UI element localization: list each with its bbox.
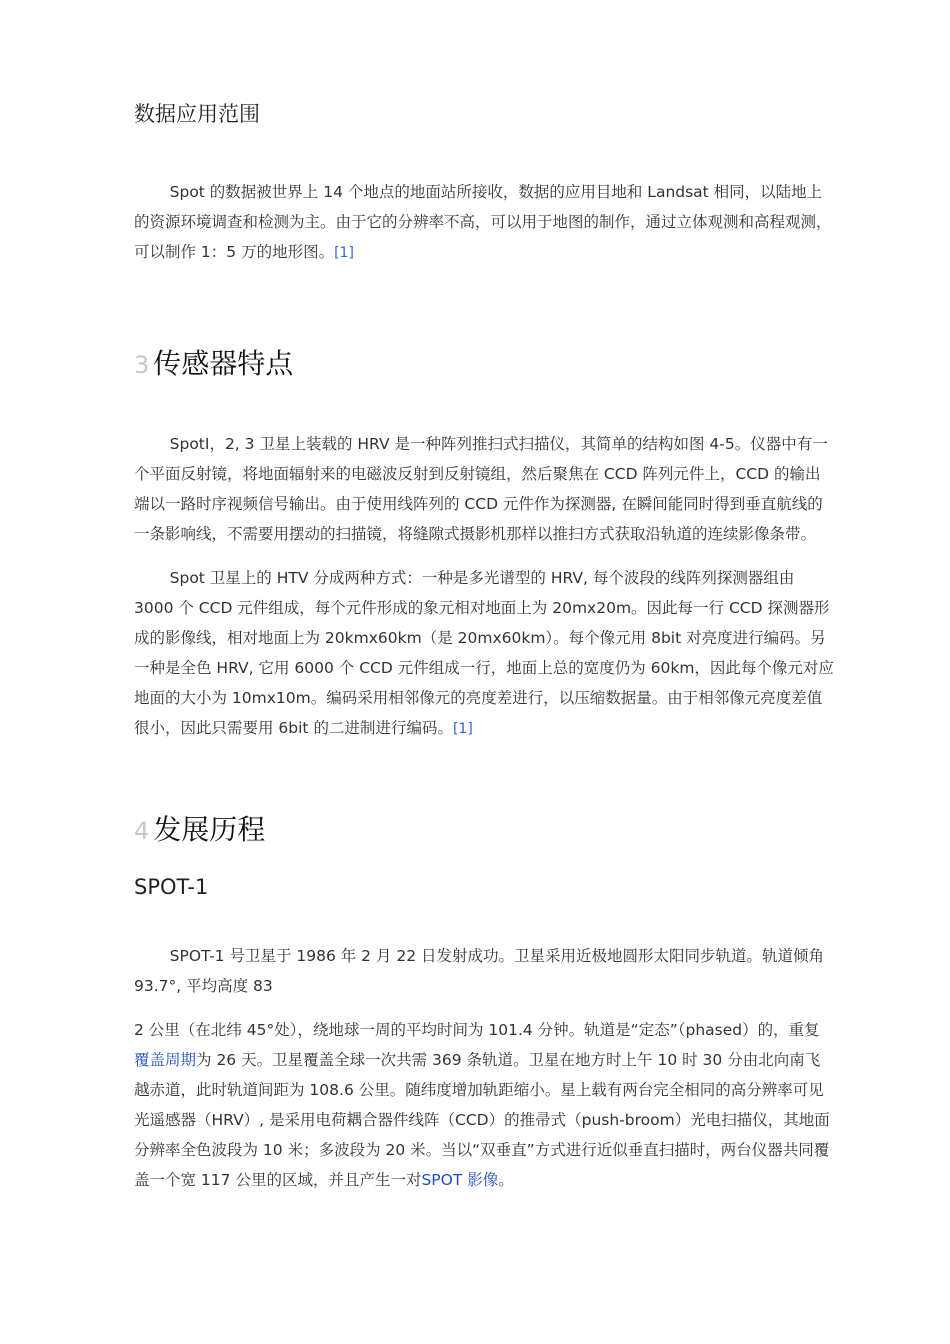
paragraph-text: 2 公里（在北纬 45°处），绕地球一周的平均时间为 101.4 分钟。轨道是“定态”（phased）的，重复 xyxy=(134,1021,820,1039)
heading-data-scope: 数据应用范围 xyxy=(134,102,260,126)
link-coverage-period[interactable]: 覆盖周期 xyxy=(134,1051,197,1069)
paragraph-sensor-1: SpotI，2, 3 卫星上装载的 HRV 是一种阵列推扫式扫描仪，其简单的结构如图 4-5。仪器中有一个平面反射镜，将地面辐射来的电磁波反射到反射镜组，然后聚焦在 CCD 阵列元件上，CCD 的输出端以一路时序视频信号输出。由于使用线阵列的 CCD 元件作为探测器, 在瞬间能同时得到垂直航线的一条影响线，不需要用摆动的扫描镜，将缝隙式摄影机那样以推扫方式获取沿轨道的连续影像条带。 xyxy=(134,435,828,543)
paragraph-text: Spot 卫星上的 HTV 分成两种方式：一种是多光谱型的 HRV, 每个波段的线阵列探测器组由 3000 个 CCD 元件组成，每个元件形成的象元相对地面上为 20mx20m。因此每一行 CCD 探测器形成的影像线，相对地面上为 20kmx60km（是 20mx60km）。每个像元用 8bit 对亮度进行编码。另一种是全色 HRV, 它用 6000 个 CCD 元件组成一行，地面上总的宽度仍为 60km，因此每个像元对应地面的大小为 10mx10m。编码采用相邻像元的亮度差进行，以压缩数据量。由于相邻像元亮度差值很小，因此只需要用 6bit 的二进制进行编码。 xyxy=(134,569,834,737)
link-spot-image[interactable]: SPOT 影像 xyxy=(421,1171,499,1189)
paragraph-spot-1-b xyxy=(134,1015,834,1195)
paragraph-data-scope xyxy=(134,177,834,268)
citation-link[interactable]: [1] xyxy=(334,245,354,261)
section-title: 传感器特点 xyxy=(153,347,294,380)
heading-spot-1: SPOT-1 xyxy=(134,875,209,899)
paragraph-text: Spot 的数据被世界上 14 个地点的地面站所接收，数据的应用目地和 Landsat 相同，以陆地上的资源环境调查和检测为主。由于它的分辨率不高，可以用于地图的制作，通过立体观测和高程观测，可以制作 1：5 万的地形图。 xyxy=(134,183,832,261)
paragraph-text: 。 xyxy=(498,1171,514,1189)
paragraph-text: 为 26 天。卫星覆盖全球一次共需 369 条轨道。卫星在地方时上午 10 时 30 分由北向南飞越赤道，此时轨道间距为 108.6 公里。随纬度增加轨距缩小。星上载有两台完全相同的高分辨率可见光遥感器（HRV）, 是采用电荷耦合器件线阵（CCD）的推帚式（push-broom）光电扫描仪，其地面分辨率全色波段为 10 米；多波段为 20 米。当以“双垂直”方式进行近似垂直扫描时，两台仪器共同覆盖一个宽 117 公里的区域，并且产生一对 xyxy=(134,1051,830,1189)
citation-link[interactable]: [1] xyxy=(452,721,473,737)
paragraph-sensor-2 xyxy=(134,563,834,744)
section-title: 发展历程 xyxy=(153,813,266,846)
heading-sensor xyxy=(134,342,834,387)
article xyxy=(134,96,834,1195)
heading-history xyxy=(134,808,834,853)
section-number: 3 xyxy=(134,351,150,379)
paragraph-spot-1-a: SPOT-1 号卫星于 1986 年 2 月 22 日发射成功。卫星采用近极地圆形太阳同步轨道。轨道倾角 93.7°, 平均高度 83 xyxy=(134,947,825,995)
section-number: 4 xyxy=(134,817,150,845)
